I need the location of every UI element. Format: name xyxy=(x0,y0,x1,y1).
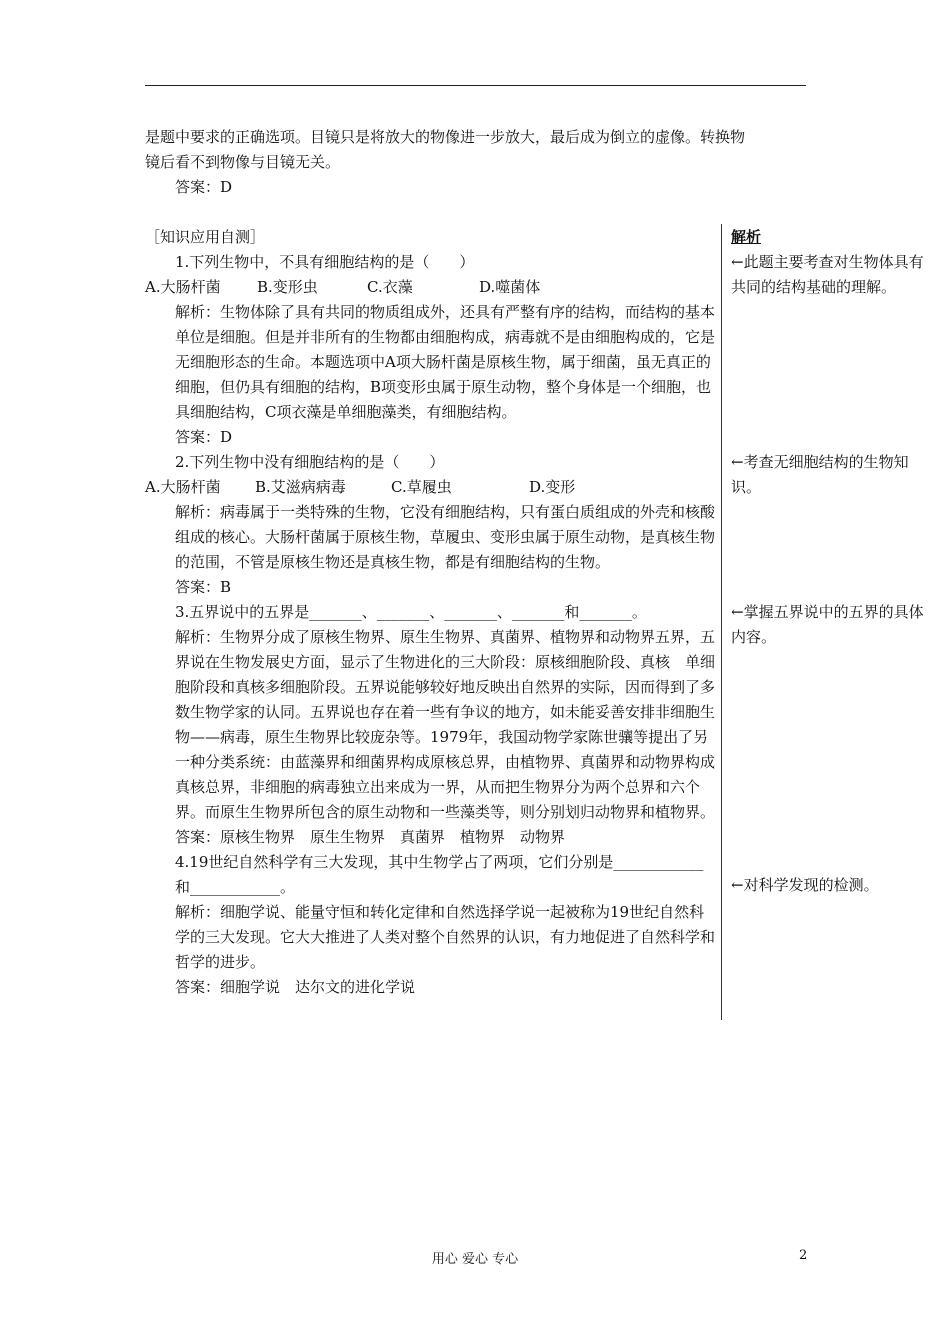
header-rule xyxy=(145,85,806,86)
main-column xyxy=(145,225,715,1000)
question-2-stem: 2.下列生物中没有细胞结构的是（ ） xyxy=(175,453,445,471)
side-note-2: ←考查无细胞结构的生物知识。 xyxy=(731,453,909,496)
question-2-analysis: 解析：病毒属于一类特殊的生物，它没有细胞结构，只有蛋白质组成的外壳和核酸组成的核心。大肠杆菌属于原核生物，草履虫、变形虫属于原生动物，是真核生物的范围，不管是原核生物还是真核生物，都是有细胞结构的生物。 xyxy=(175,503,716,571)
question-1-stem: 1.下列生物中，不具有细胞结构的是（ ） xyxy=(175,253,475,271)
question-4-answer: 答案：细胞学说 达尔文的进化学说 xyxy=(175,978,416,996)
side-note-4: ←对科学发现的检测。 xyxy=(731,876,879,894)
question-4-analysis: 解析：细胞学说、能量守恒和转化定律和自然选择学说一起被称为19世纪自然科学的三大发现。它大大推进了人类对整个自然界的认识，有力地促进了自然科学和哲学的进步。 xyxy=(175,903,716,971)
option: C.衣藻 xyxy=(367,278,413,296)
intro-text xyxy=(145,125,815,200)
side-note-3: ←掌握五界说中的五界的具体内容。 xyxy=(731,603,924,646)
question-2-answer: 答案：B xyxy=(175,578,232,596)
intro-line: 镜后看不到物像与目镜无关。 xyxy=(145,153,341,171)
question-4-stem: 4.19世纪自然科学有三大发现，其中生物学占了两项，它们分别是____________和____________。 xyxy=(175,853,704,896)
option: B.艾滋病病毒 xyxy=(255,478,346,496)
question-1-options xyxy=(145,275,715,300)
side-note-1: ←此题主要考查对生物体具有共同的结构基础的理解。 xyxy=(731,253,924,296)
option: B.变形虫 xyxy=(257,278,318,296)
option: A.大肠杆菌 xyxy=(145,278,221,296)
option: D.噬菌体 xyxy=(479,278,541,296)
section-title: ［知识应用自测］ xyxy=(145,228,266,246)
question-1-answer: 答案：D xyxy=(175,428,233,446)
page-number: 2 xyxy=(799,1248,808,1263)
question-1-analysis: 解析：生物体除了具有共同的物质组成外，还具有严整有序的结构，而结构的基本单位是细胞。但是并非所有的生物都由细胞构成，病毒就不是由细胞构成的，它是无细胞形态的生命。本题选项中A项大肠杆菌是原核生物，属于细菌，虽无真正的细胞，但仍具有细胞的结构，B项变形虫属于原生动物，整个身体是一个细胞，也具细胞结构，C项衣藻是单细胞藻类，有细胞结构。 xyxy=(175,303,716,421)
question-3-stem: 3.五界说中的五界是_______、_______、_______、_______和_______。 xyxy=(175,603,647,621)
question-3-analysis: 解析：生物界分成了原核生物界、原生生物界、真菌界、植物界和动物界五界，五界说在生物发展史方面，显示了生物进化的三大阶段：原核细胞阶段、真核 单细胞阶段和真核多细胞阶段。五界说能够较好地反映出自然界的实际，因而得到了多数生物学家的认同。五界说也存在着一些有争议的地方，如未能妥善安排非细胞生物——病毒，原生生物界比较庞杂等。1979年，我国动物学家陈世骧等提出了另一种分类系统：由蓝藻界和细菌界构成原核总界，由植物界、真菌界和动物界构成真核总界，非细胞的病毒独立出来成为一界，从而把生物界分为两个总界和六个界。而原生生物界所包含的原生动物和一些藻类等，则分别划归动物界和植物界。 xyxy=(175,628,716,821)
side-title: 解析 xyxy=(731,228,762,246)
intro-answer: 答案：D xyxy=(175,178,233,196)
option: A.大肠杆菌 xyxy=(145,478,221,496)
option: D.变形 xyxy=(529,478,576,496)
question-3-answer: 答案：原核生物界 原生生物界 真菌界 植物界 动物界 xyxy=(175,828,566,846)
option: C.草履虫 xyxy=(391,478,452,496)
intro-line: 是题中要求的正确选项。目镜只是将放大的物像进一步放大，最后成为倒立的虚像。转换物 xyxy=(145,128,746,146)
column-divider xyxy=(721,224,722,1020)
footer-slogan: 用心 爱心 专心 xyxy=(431,1252,519,1267)
question-2-options xyxy=(145,475,715,500)
